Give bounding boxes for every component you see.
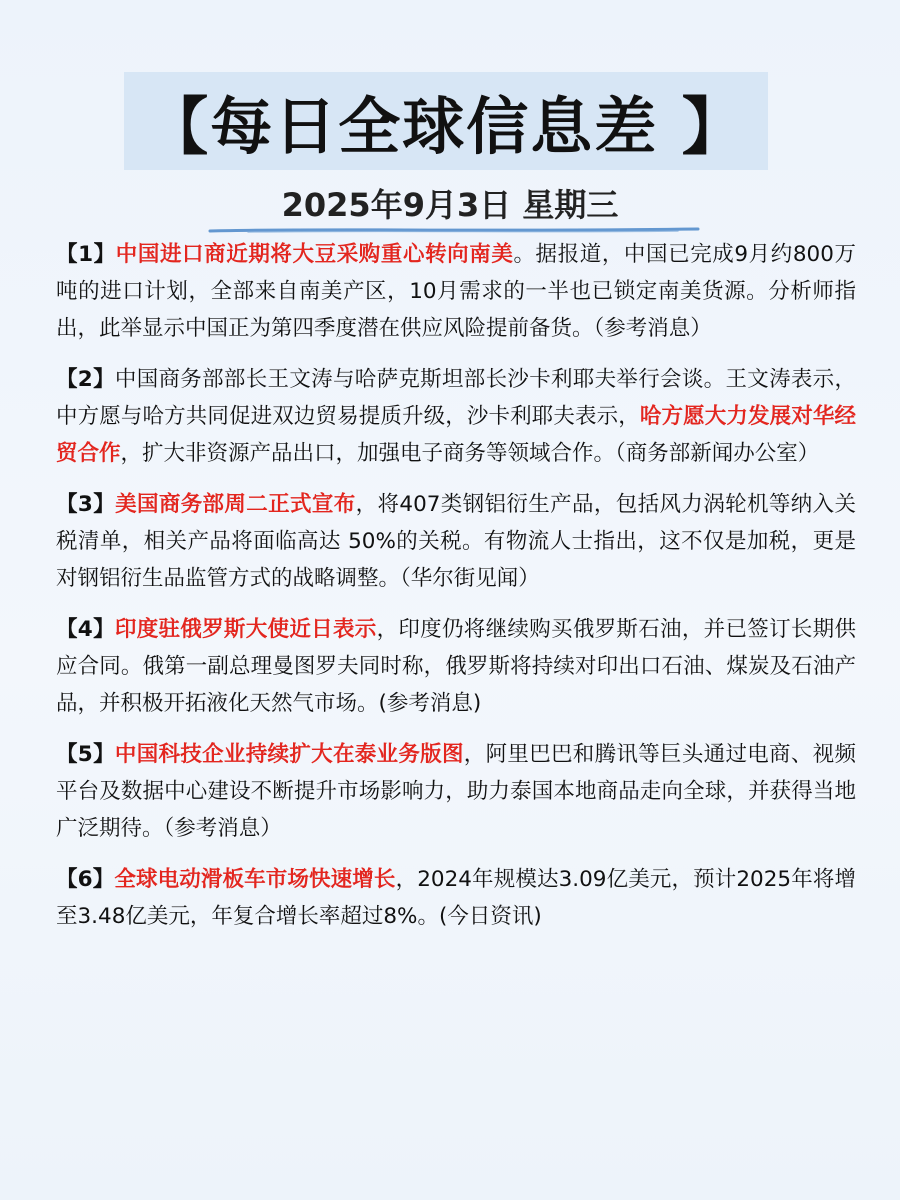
item-number: 【6】 [56,867,115,892]
news-list [56,236,856,949]
item-number: 【2】 [56,367,115,392]
item-body: ，将407类钢铝衍生产品，包括风力涡轮机等纳入关税清单，相关产品将面临高达 50%的关税。有物流人士指出，这不仅是加税，更是对钢铝衍生品监管方式的战略调整。（华尔街见闻） [56,492,856,591]
news-item [56,361,856,472]
item-body: ，阿里巴巴和腾讯等巨头通过电商、视频平台及数据中心建设不断提升市场影响力，助力泰国本地商品走向全球，并获得当地广泛期待。（参考消息） [56,742,856,841]
item-body: 。据报道，中国已完成9月约800万吨的进口计划，全部来自南美产区，10月需求的一半也已锁定南美货源。分析师指出，此举显示中国正为第四季度潜在供应风险提前备货。（参考消息） [56,242,856,341]
item-body: ，扩大非资源产品出口，加强电子商务等领域合作。（商务部新闻办公室） [120,441,820,466]
item-headline: 中国进口商近期将大豆采购重心转向南美 [115,242,514,267]
item-headline: 全球电动滑板车市场快速增长 [114,867,396,892]
item-headline: 哈方愿大力发展对华经贸合作 [56,404,856,466]
date-text: 2025年9月3日 星期三 [281,186,619,224]
item-headline: 中国科技企业持续扩大在泰业务版图 [114,742,464,767]
date-underline [208,226,700,234]
page-title: 【每日全球信息差 】 [146,89,746,163]
item-number: 【1】 [56,242,116,267]
item-number: 【3】 [56,492,116,517]
news-item [56,611,856,722]
item-number: 【4】 [56,617,115,642]
news-item [56,861,856,935]
news-item [56,486,856,597]
item-body: ，2024年规模达3.09亿美元，预计2025年将增至3.48亿美元，年复合增长率超过8%。(今日资讯) [56,867,856,929]
news-item [56,736,856,847]
item-body-lead: 中国商务部部长王文涛与哈萨克斯坦部长沙卡利耶夫举行会谈。王文涛表示，中方愿与哈方共同促进双边贸易提质升级，沙卡利耶夫表示， [56,367,856,429]
title-banner [124,72,768,170]
item-headline: 美国商务部周二正式宣布 [115,492,356,517]
item-headline: 印度驻俄罗斯大使近日表示 [114,617,377,642]
news-item [56,236,856,347]
item-number: 【5】 [56,742,115,767]
date-line [0,180,900,226]
item-body: ，印度仍将继续购买俄罗斯石油，并已签订长期供应合同。俄第一副总理曼图罗夫同时称，俄罗斯将持续对印出口石油、煤炭及石油产品，并积极开拓液化天然气市场。(参考消息) [56,617,856,716]
